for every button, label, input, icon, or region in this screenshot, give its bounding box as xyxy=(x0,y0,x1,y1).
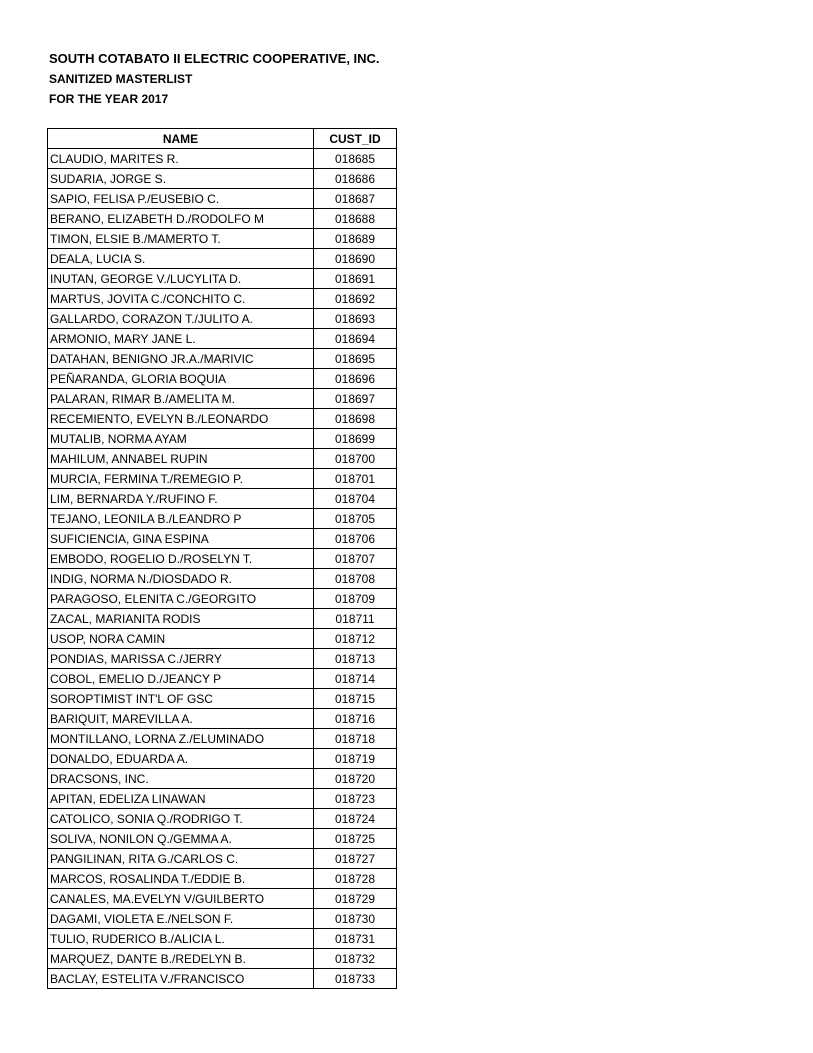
table-row xyxy=(48,729,397,749)
customer-name-cell: TEJANO, LEONILA B./LEANDRO P xyxy=(48,509,314,529)
table-row xyxy=(48,969,397,989)
customer-id-cell: 018712 xyxy=(314,629,397,649)
customer-id-cell: 018720 xyxy=(314,769,397,789)
customer-name-cell: PONDIAS, MARISSA C./JERRY xyxy=(48,649,314,669)
customer-id-cell: 018718 xyxy=(314,729,397,749)
table-row xyxy=(48,229,397,249)
customer-name-cell: DEALA, LUCIA S. xyxy=(48,249,314,269)
table-row xyxy=(48,929,397,949)
table-row xyxy=(48,409,397,429)
customer-id-cell: 018728 xyxy=(314,869,397,889)
customer-id-cell: 018696 xyxy=(314,369,397,389)
customer-name-cell: CATOLICO, SONIA Q./RODRIGO T. xyxy=(48,809,314,829)
customer-id-cell: 018700 xyxy=(314,449,397,469)
document-subtitle: SANITIZED MASTERLIST xyxy=(49,72,193,86)
customer-name-cell: MARTUS, JOVITA C./CONCHITO C. xyxy=(48,289,314,309)
customer-name-cell: ZACAL, MARIANITA RODIS xyxy=(48,609,314,629)
customer-id-cell: 018687 xyxy=(314,189,397,209)
table-row xyxy=(48,289,397,309)
customer-name-cell: DAGAMI, VIOLETA E./NELSON F. xyxy=(48,909,314,929)
customer-name-cell: SAPIO, FELISA P./EUSEBIO C. xyxy=(48,189,314,209)
organization-name: SOUTH COTABATO II ELECTRIC COOPERATIVE, INC. xyxy=(49,51,380,66)
customer-id-cell: 018732 xyxy=(314,949,397,969)
table-row xyxy=(48,789,397,809)
table-row xyxy=(48,329,397,349)
customer-name-cell: RECEMIENTO, EVELYN B./LEONARDO xyxy=(48,409,314,429)
customer-name-cell: DRACSONS, INC. xyxy=(48,769,314,789)
table-row xyxy=(48,889,397,909)
table-row xyxy=(48,449,397,469)
customer-name-cell: ARMONIO, MARY JANE L. xyxy=(48,329,314,349)
customer-name-cell: LIM, BERNARDA Y./RUFINO F. xyxy=(48,489,314,509)
table-row xyxy=(48,209,397,229)
customer-id-cell: 018688 xyxy=(314,209,397,229)
customer-name-cell: CANALES, MA.EVELYN V/GUILBERTO xyxy=(48,889,314,909)
customer-name-cell: SOROPTIMIST INT'L OF GSC xyxy=(48,689,314,709)
customer-id-cell: 018699 xyxy=(314,429,397,449)
table-row xyxy=(48,809,397,829)
customer-id-cell: 018714 xyxy=(314,669,397,689)
customer-name-cell: TIMON, ELSIE B./MAMERTO T. xyxy=(48,229,314,249)
customer-name-cell: SUDARIA, JORGE S. xyxy=(48,169,314,189)
table-row xyxy=(48,589,397,609)
customer-name-cell: BERANO, ELIZABETH D./RODOLFO M xyxy=(48,209,314,229)
customer-id-cell: 018705 xyxy=(314,509,397,529)
customer-name-cell: USOP, NORA CAMIN xyxy=(48,629,314,649)
customer-id-cell: 018727 xyxy=(314,849,397,869)
table-row xyxy=(48,509,397,529)
table-row xyxy=(48,709,397,729)
customer-id-cell: 018724 xyxy=(314,809,397,829)
customer-name-cell: EMBODO, ROGELIO D./ROSELYN T. xyxy=(48,549,314,569)
customer-id-cell: 018709 xyxy=(314,589,397,609)
table-row xyxy=(48,469,397,489)
customer-name-cell: BACLAY, ESTELITA V./FRANCISCO xyxy=(48,969,314,989)
document-header xyxy=(49,50,380,110)
customer-name-cell: APITAN, EDELIZA LINAWAN xyxy=(48,789,314,809)
customer-name-cell: SUFICIENCIA, GINA ESPINA xyxy=(48,529,314,549)
customer-name-cell: INDIG, NORMA N./DIOSDADO R. xyxy=(48,569,314,589)
table-row xyxy=(48,909,397,929)
table-row xyxy=(48,429,397,449)
customer-name-cell: MAHILUM, ANNABEL RUPIN xyxy=(48,449,314,469)
customer-id-cell: 018685 xyxy=(314,149,397,169)
table-row xyxy=(48,249,397,269)
customer-id-cell: 018689 xyxy=(314,229,397,249)
table-row xyxy=(48,949,397,969)
customer-name-cell: MUTALIB, NORMA AYAM xyxy=(48,429,314,449)
customer-name-cell: COBOL, EMELIO D./JEANCY P xyxy=(48,669,314,689)
customer-id-cell: 018693 xyxy=(314,309,397,329)
customer-id-cell: 018716 xyxy=(314,709,397,729)
table-row xyxy=(48,169,397,189)
table-row xyxy=(48,189,397,209)
customer-name-cell: SOLIVA, NONILON Q./GEMMA A. xyxy=(48,829,314,849)
customer-id-cell: 018706 xyxy=(314,529,397,549)
table-header-row xyxy=(48,129,397,149)
customer-name-cell: GALLARDO, CORAZON T./JULITO A. xyxy=(48,309,314,329)
table-row xyxy=(48,269,397,289)
customer-id-cell: 018733 xyxy=(314,969,397,989)
table-row xyxy=(48,149,397,169)
customer-id-cell: 018694 xyxy=(314,329,397,349)
customer-name-cell: BARIQUIT, MAREVILLA A. xyxy=(48,709,314,729)
customer-name-cell: PARAGOSO, ELENITA C./GEORGITO xyxy=(48,589,314,609)
customer-id-cell: 018731 xyxy=(314,929,397,949)
table-row xyxy=(48,609,397,629)
customer-id-cell: 018711 xyxy=(314,609,397,629)
table-row xyxy=(48,569,397,589)
customer-name-cell: PEÑARANDA, GLORIA BOQUIA xyxy=(48,369,314,389)
customer-name-cell: MURCIA, FERMINA T./REMEGIO P. xyxy=(48,469,314,489)
table-row xyxy=(48,749,397,769)
column-header-name: NAME xyxy=(48,129,314,149)
customer-name-cell: TULIO, RUDERICO B./ALICIA L. xyxy=(48,929,314,949)
table-row xyxy=(48,769,397,789)
customer-id-cell: 018708 xyxy=(314,569,397,589)
customer-id-cell: 018697 xyxy=(314,389,397,409)
customer-id-cell: 018704 xyxy=(314,489,397,509)
table-row xyxy=(48,689,397,709)
customer-id-cell: 018686 xyxy=(314,169,397,189)
customer-id-cell: 018730 xyxy=(314,909,397,929)
table-row xyxy=(48,829,397,849)
table-row xyxy=(48,549,397,569)
customer-id-cell: 018692 xyxy=(314,289,397,309)
customer-name-cell: CLAUDIO, MARITES R. xyxy=(48,149,314,169)
document-year: FOR THE YEAR 2017 xyxy=(49,92,169,106)
customer-id-cell: 018691 xyxy=(314,269,397,289)
customer-id-cell: 018729 xyxy=(314,889,397,909)
customer-id-cell: 018707 xyxy=(314,549,397,569)
table-row xyxy=(48,649,397,669)
customer-name-cell: DONALDO, EDUARDA A. xyxy=(48,749,314,769)
table-body xyxy=(48,149,397,989)
customer-id-cell: 018725 xyxy=(314,829,397,849)
table-row xyxy=(48,629,397,649)
customer-name-cell: DATAHAN, BENIGNO JR.A./MARIVIC xyxy=(48,349,314,369)
customer-id-cell: 018715 xyxy=(314,689,397,709)
customer-name-cell: PANGILINAN, RITA G./CARLOS C. xyxy=(48,849,314,869)
customer-name-cell: PALARAN, RIMAR B./AMELITA M. xyxy=(48,389,314,409)
masterlist-table xyxy=(47,128,397,989)
customer-id-cell: 018690 xyxy=(314,249,397,269)
table-row xyxy=(48,489,397,509)
table-row xyxy=(48,669,397,689)
table-row xyxy=(48,349,397,369)
customer-id-cell: 018698 xyxy=(314,409,397,429)
customer-id-cell: 018701 xyxy=(314,469,397,489)
customer-name-cell: INUTAN, GEORGE V./LUCYLITA D. xyxy=(48,269,314,289)
customer-id-cell: 018695 xyxy=(314,349,397,369)
table-row xyxy=(48,309,397,329)
customer-id-cell: 018723 xyxy=(314,789,397,809)
table-row xyxy=(48,869,397,889)
table-row xyxy=(48,849,397,869)
customer-id-cell: 018713 xyxy=(314,649,397,669)
customer-name-cell: MARCOS, ROSALINDA T./EDDIE B. xyxy=(48,869,314,889)
table-row xyxy=(48,529,397,549)
customer-name-cell: MARQUEZ, DANTE B./REDELYN B. xyxy=(48,949,314,969)
column-header-cust-id: CUST_ID xyxy=(314,129,397,149)
customer-name-cell: MONTILLANO, LORNA Z./ELUMINADO xyxy=(48,729,314,749)
table-row xyxy=(48,389,397,409)
customer-id-cell: 018719 xyxy=(314,749,397,769)
table-row xyxy=(48,369,397,389)
